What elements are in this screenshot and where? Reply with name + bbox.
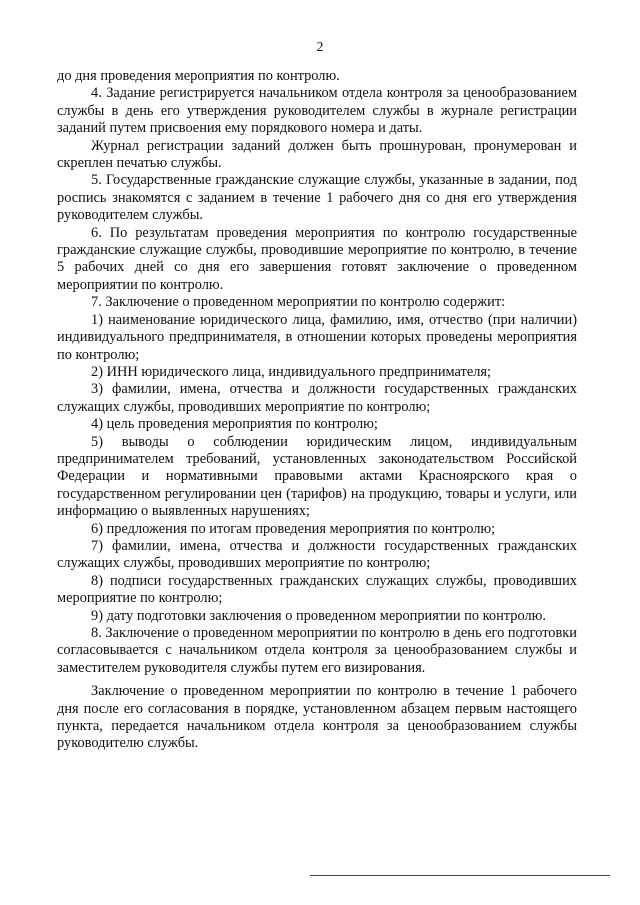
paragraph-1: до дня проведения мероприятия по контролю. (57, 68, 340, 84)
paragraph-4: 5. Государственные гражданские служащие службы, указанные в задании, под роспись знакомятся с заданием в течение 1 рабочего дня со дня его утверждения руководителем службы. (57, 172, 577, 224)
paragraph-3: Журнал регистрации заданий должен быть прошнурован, пронумерован и скреплен печатью службы. (57, 137, 577, 172)
paragraph-6: 7. Заключение о проведенном мероприятии по контролю содержит: (91, 294, 506, 311)
paragraph-10: 4) цель проведения мероприятия по контролю; (91, 416, 378, 433)
paragraph-14: 8) подписи государственных гражданских служащих службы, проводивших мероприятие по контролю; (57, 572, 577, 607)
paragraph-13: 7) фамилии, имена, отчества и должности государственных гражданских служащих службы, проводивших мероприятие по контролю; (57, 537, 577, 572)
paragraph-15: 9) дату подготовки заключения о проведенном мероприятии по контролю. (91, 607, 547, 624)
paragraph-9: 3) фамилии, имена, отчества и должности государственных гражданских служащих службы, проводивших мероприятие по контролю; (57, 381, 577, 415)
paragraph-11: 5) выводы о соблюдении юридическим лицом, индивидуальным предпринимателем требований, установленных законодательством Российской Федерации и нормативными правовыми актами Красноярского края о государственном регулировании цен (тарифов) на продукцию, товары и услуги, или информацию о выявленных нарушениях; (57, 433, 577, 520)
document-body (57, 68, 577, 753)
paragraph-16: 8. Заключение о проведенном мероприятии по контролю в день его подготовки согласовывается с начальником отдела контроля за ценообразованием службы и заместителем руководителя службы путем его визирования. (57, 625, 577, 676)
paragraph-12: 6) предложения по итогам проведения мероприятия по контролю; (91, 520, 496, 537)
paragraph-17: Заключение о проведенном мероприятии по контролю в течение 1 рабочего дня после его согласования в порядке, установленном абзацем первым настоящего пункта, передается начальником отдела контроля за ценообразованием службы руководителю службы. (57, 683, 577, 752)
paragraph-8: 2) ИНН юридического лица, индивидуального предпринимателя; (91, 363, 492, 380)
paragraph-5: 6. По результатам проведения мероприятия по контролю государственные гражданские служащие службы, проводившие мероприятие по контролю, в течение 5 рабочих дней со дня его завершения готовят заключение о проведенном мероприятии по контролю. (57, 224, 577, 293)
paragraph-2: 4. Задание регистрируется начальником отдела контроля за ценообразованием службы в день его утверждения руководителем службы в журнале регистрации заданий путем присвоения ему порядкового номера и даты. (57, 85, 577, 137)
page-number: 2 (316, 40, 324, 55)
footer-rule (310, 875, 610, 876)
paragraph-7: 1) наименование юридического лица, фамилию, имя, отчество (при наличии) индивидуального предпринимателя, в отношении которых проведены мероприятия по контролю; (57, 311, 577, 363)
